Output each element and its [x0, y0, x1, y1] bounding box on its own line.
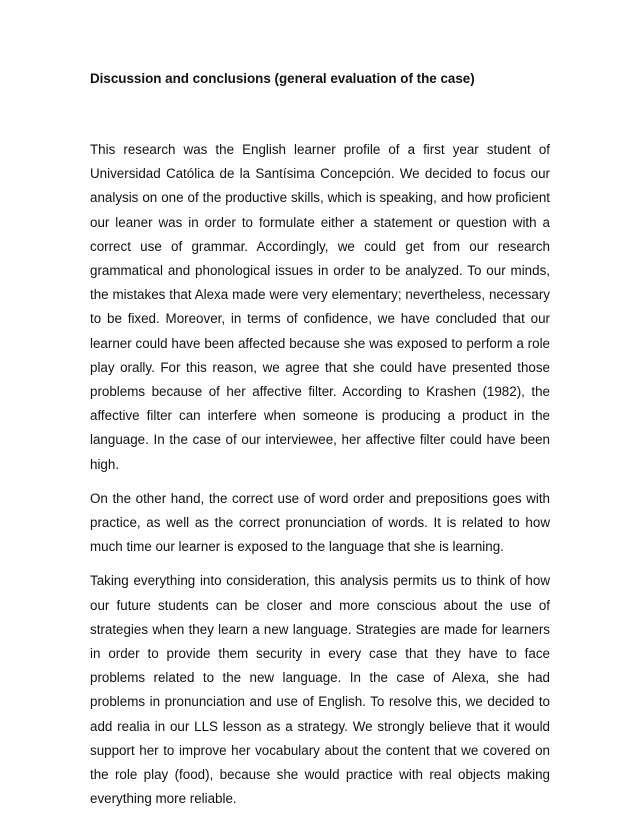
paragraph-3: Taking everything into consideration, this analysis permits us to think of how our future students can be closer and more conscious about the use of strategies when they learn a new language. Strategies are made for learners in order to provide them security in every case that they have to face problems related to the new language. In the case of Alexa, she had problems in pronunciation and use of English. To resolve this, we decided to add realia in our LLS lesson as a strategy. We strongly believe that it would support her to improve her vocabulary about the content that we covered on the role play (food), because she would practice with real objects making everything more reliable. — [90, 573, 550, 807]
paragraph-2: On the other hand, the correct use of word order and prepositions goes with practice, as well as the correct pronunciation of words. It is related to how much time our learner is exposed to the language that she is learning. — [90, 490, 550, 555]
paragraph-1: This research was the English learner profile of a first year student of Universidad Católica de la Santísima Concepción. We decided to focus our analysis on one of the productive skills, which is speaking, and how proficient our leaner was in order to formulate either a statement or question with a correct use of grammar. Accordingly, we could get from our research grammatical and phonological issues in order to be analyzed. To our minds, the mistakes that Alexa made were very elementary; nevertheless, necessary to be fixed. Moreover, in terms of confidence, we have concluded that our learner could have been affected because she was exposed to perform a role play orally. For this reason, we agree that she could have presented those problems because of her affective filter. According to Krashen (1982), the affective filter can interfere when someone is producing a product in the language. In the case of our interviewee, her affective filter could have been high. — [90, 142, 550, 472]
section-heading: Discussion and conclusions (general evaluation of the case) — [90, 71, 475, 86]
document-page — [90, 70, 550, 821]
